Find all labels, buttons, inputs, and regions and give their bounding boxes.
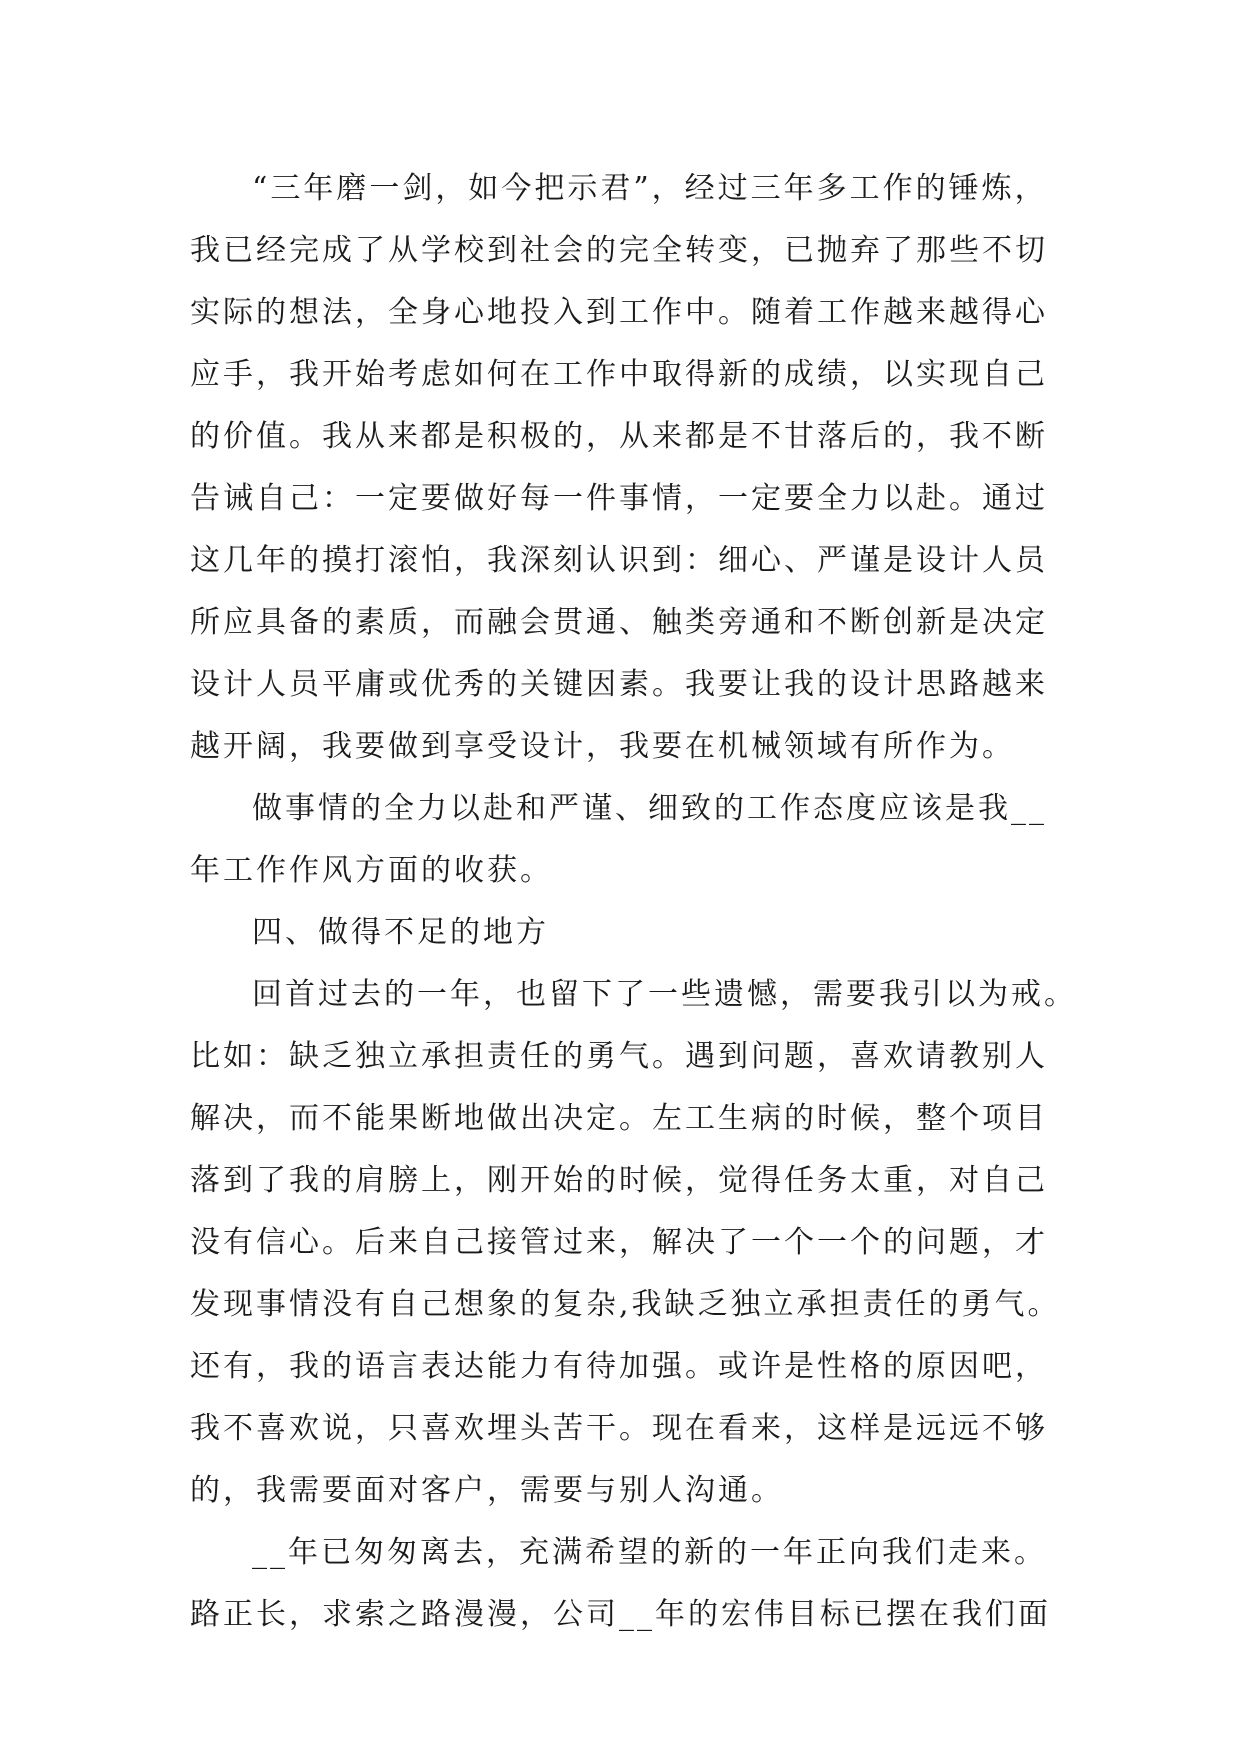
text-line: 解决，而不能果断地做出决定。左工生病的时候，整个项目 — [190, 1101, 1048, 1136]
text-line: 设计人员平庸或优秀的关键因素。我要让我的设计思路越来 — [190, 667, 1048, 702]
document-body — [190, 158, 1077, 1646]
text-line: 没有信心。后来自己接管过来，解决了一个一个的问题，才 — [190, 1225, 1048, 1260]
text-line: 实际的想法，全身心地投入到工作中。随着工作越来越得心 — [190, 295, 1048, 330]
text-line: 回首过去的一年，也留下了一些遗憾，需要我引以为戒。 — [252, 977, 1077, 1012]
text-line: 应手，我开始考虑如何在工作中取得新的成绩，以实现自己 — [190, 357, 1048, 392]
text-line: __年已匆匆离去，充满希望的新的一年正向我们走来。 — [252, 1535, 1047, 1570]
text-line: 路正长，求索之路漫漫，公司__年的宏伟目标已摆在我们面 — [190, 1597, 1051, 1632]
text-line: 做事情的全力以赴和严谨、细致的工作态度应该是我__ — [252, 791, 1047, 826]
text-line: 的，我需要面对客户，需要与别人沟通。 — [190, 1473, 784, 1508]
text-line: 我不喜欢说，只喜欢埋头苦干。现在看来，这样是远远不够 — [190, 1411, 1048, 1446]
text-line: 所应具备的素质，而融会贯通、触类旁通和不断创新是决定 — [190, 605, 1048, 640]
text-line: 落到了我的肩膀上，刚开始的时候，觉得任务太重，对自己 — [190, 1163, 1048, 1198]
section-heading: 四、做得不足的地方 — [252, 915, 549, 950]
text-line: 年工作作风方面的收获。 — [190, 853, 553, 888]
text-line: 比如：缺乏独立承担责任的勇气。遇到问题，喜欢请教别人 — [190, 1039, 1048, 1074]
text-line: 我已经完成了从学校到社会的完全转变，已抛弃了那些不切 — [190, 233, 1048, 268]
text-line: 这几年的摸打滚怕，我深刻认识到：细心、严谨是设计人员 — [190, 543, 1048, 578]
text-line: 告诫自己：一定要做好每一件事情，一定要全力以赴。通过 — [190, 481, 1048, 516]
text-line: “三年磨一剑，如今把示君”，经过三年多工作的锤炼， — [252, 171, 1048, 206]
text-line: 还有，我的语言表达能力有待加强。或许是性格的原因吧， — [190, 1349, 1048, 1384]
text-line: 的价值。我从来都是积极的，从来都是不甘落后的，我不断 — [190, 419, 1048, 454]
text-line: 越开阔，我要做到享受设计，我要在机械领域有所作为。 — [190, 729, 1015, 764]
text-line: 发现事情没有自己想象的复杂,我缺乏独立承担责任的勇气。 — [190, 1287, 1061, 1322]
